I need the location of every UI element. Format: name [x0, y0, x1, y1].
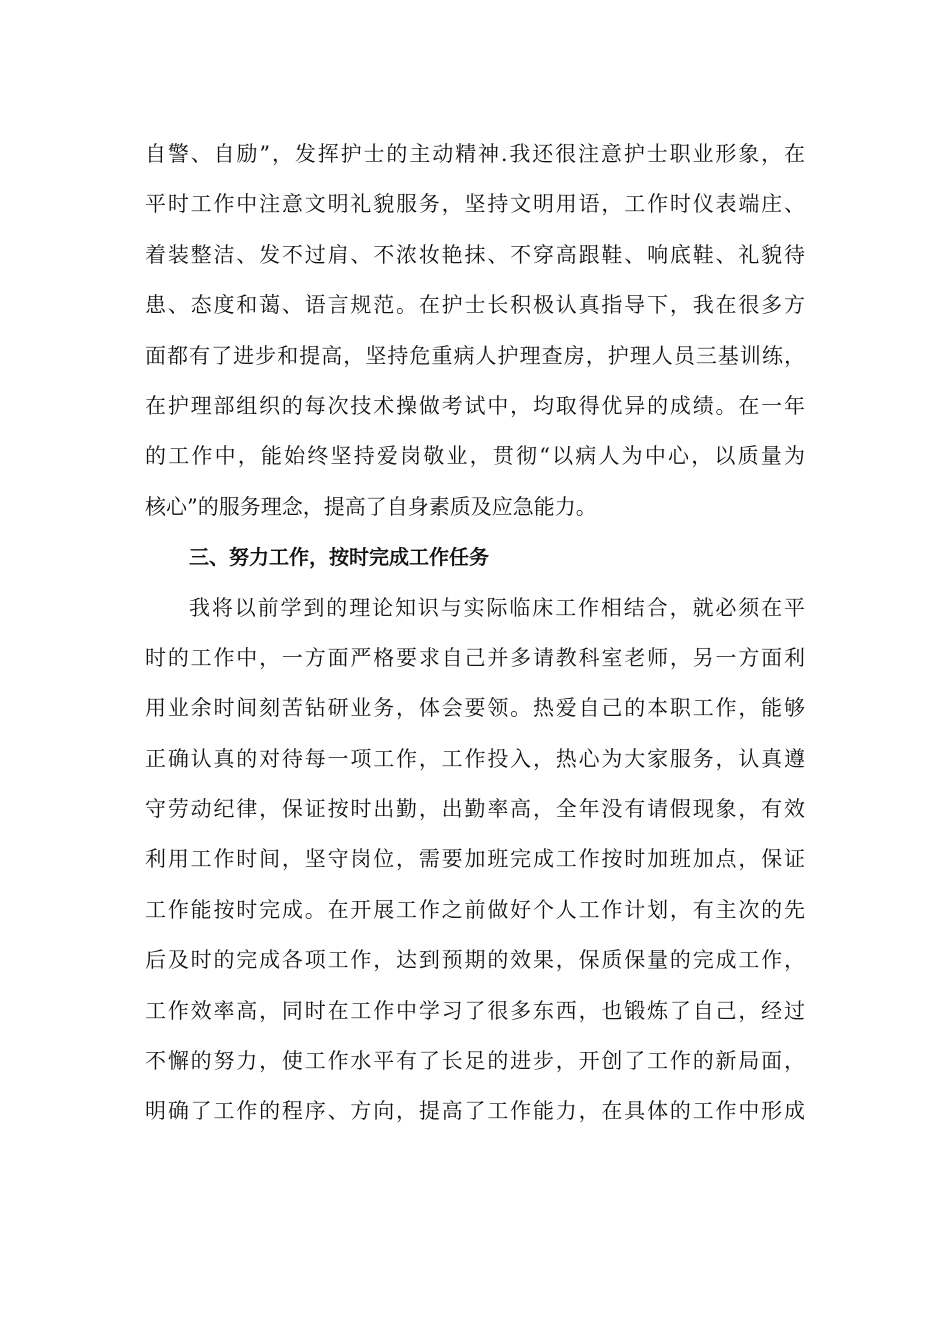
text-line: 后及时的完成各项工作，达到预期的效果，保质保量的完成工作，	[145, 948, 805, 973]
text-line: 守劳动纪律，保证按时出勤，出勤率高，全年没有请假现象，有效	[145, 797, 805, 822]
text-line: 正确认真的对待每一项工作，工作投入，热心为大家服务，认真遵	[145, 746, 805, 771]
text-line: 核心”的服务理念，提高了自身素质及应急能力。	[145, 494, 597, 519]
document-body	[145, 129, 805, 1137]
text-line: 不懈的努力，使工作水平有了长足的进步，开创了工作的新局面，	[145, 1049, 805, 1074]
text-line: 在护理部组织的每次技术操做考试中，均取得优异的成绩。在一年	[145, 393, 805, 418]
text-line: 平时工作中注意文明礼貌服务，坚持文明用语，工作时仪表端庄、	[145, 192, 805, 217]
paragraph-work-tasks	[145, 583, 805, 1137]
text-line: 用业余时间刻苦钻研业务，体会要领。热爱自己的本职工作，能够	[145, 696, 805, 721]
section-heading: 三、努力工作，按时完成工作任务	[189, 545, 489, 570]
text-line: 时的工作中，一方面严格要求自己并多请教科室老师，另一方面利	[145, 645, 805, 670]
paragraph-continued	[145, 129, 805, 532]
text-line: 面都有了进步和提高，坚持危重病人护理查房，护理人员三基训练，	[145, 343, 805, 368]
text-line: 患、态度和蔼、语言规范。在护士长积极认真指导下，我在很多方	[145, 293, 805, 318]
text-line: 的工作中，能始终坚持爱岗敬业，贯彻“以病人为中心，以质量为	[145, 444, 805, 469]
text-line: 工作效率高，同时在工作中学习了很多东西，也锻炼了自己，经过	[145, 998, 805, 1023]
text-line: 工作能按时完成。在开展工作之前做好个人工作计划，有主次的先	[145, 897, 805, 922]
text-line: 利用工作时间，坚守岗位，需要加班完成工作按时加班加点，保证	[145, 847, 805, 872]
text-line: 着装整洁、发不过肩、不浓妆艳抹、不穿高跟鞋、响底鞋、礼貌待	[145, 242, 805, 267]
text-line: 自警、自励”，发挥护士的主动精神.我还很注意护士职业形象，在	[145, 142, 805, 166]
text-line: 明确了工作的程序、方向，提高了工作能力，在具体的工作中形成	[145, 1099, 805, 1124]
text-line: 我将以前学到的理论知识与实际临床工作相结合，就必须在平	[189, 595, 805, 620]
